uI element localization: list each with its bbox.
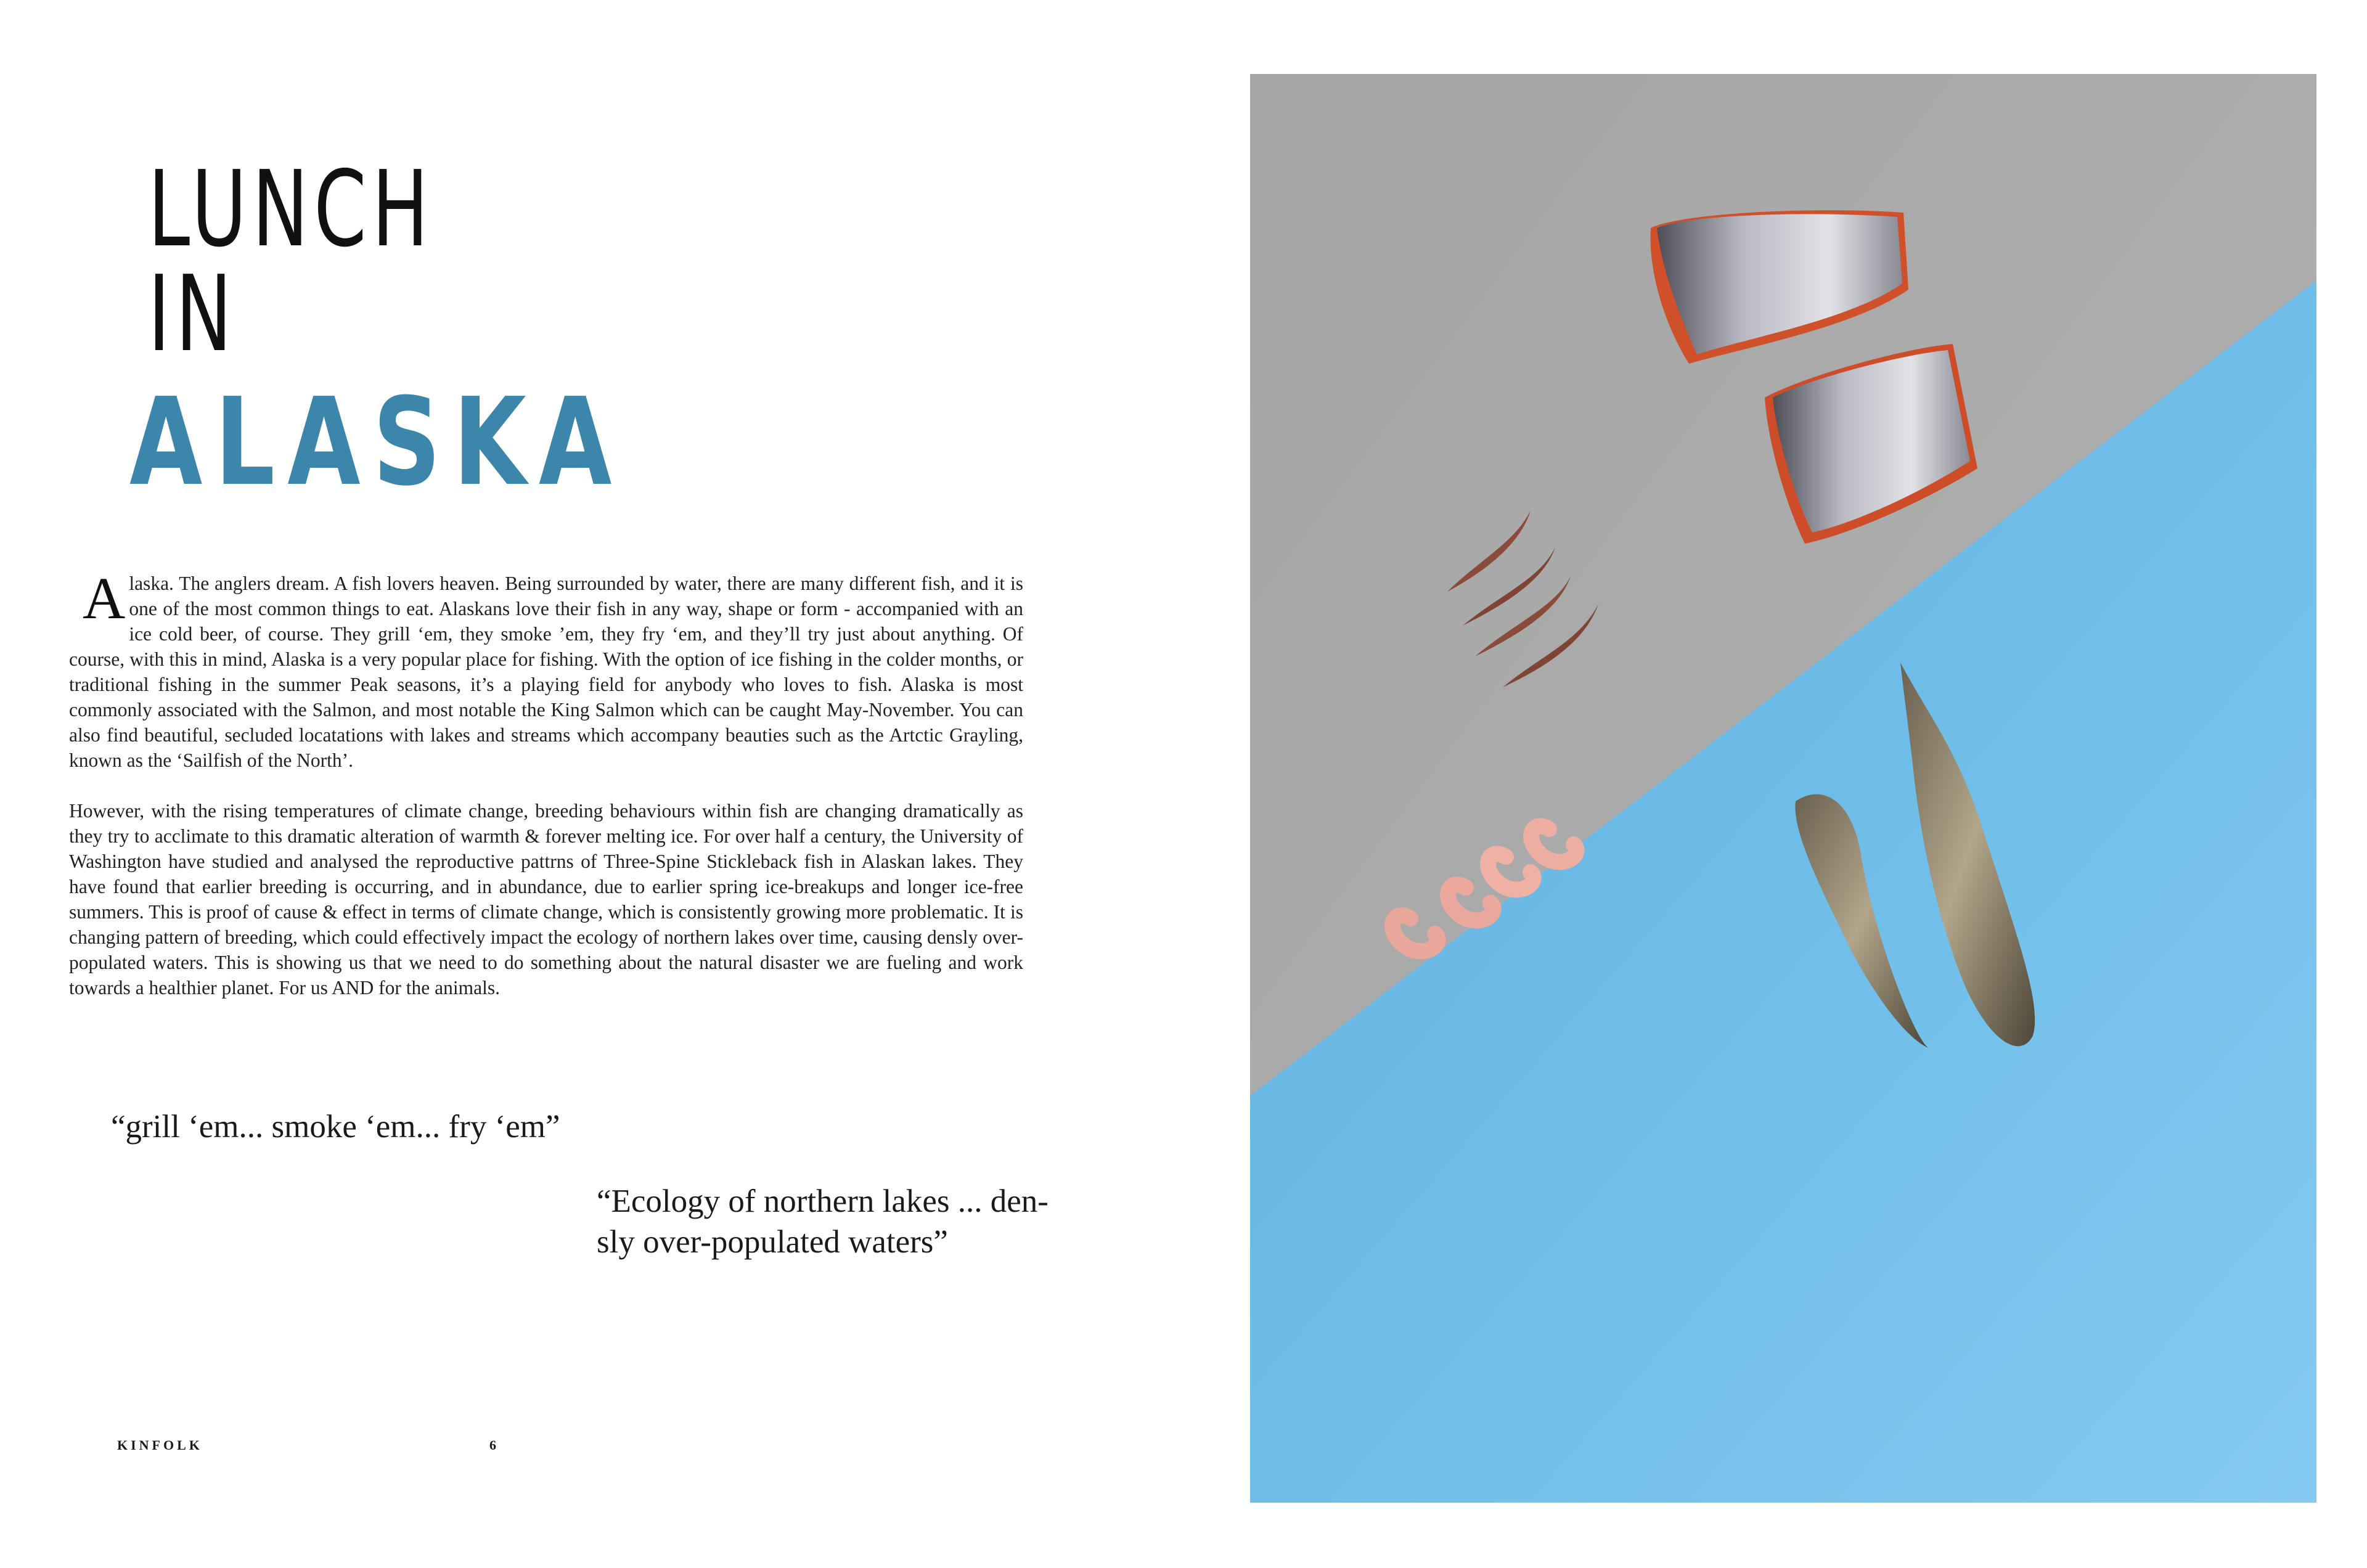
photo-illustration	[1250, 74, 2316, 1503]
pull-quote-2-line-2: sly over-populated waters”	[597, 1224, 948, 1260]
food-photograph	[1250, 74, 2316, 1503]
pull-quote-2	[597, 1181, 1053, 1262]
pull-quote-1: “grill ‘em... smoke ‘em... fry ‘em”	[111, 1109, 560, 1145]
paragraph-2: However, with the rising temperatures of climate change, breeding behaviours within fish are changing dramatically as they try to acclimate to this dramatic alteration of warmth & forever melting ice. For over half a century, the University of Washington have studied and analysed the reproductive pattrns of Three-Spine Stickleback fish in Alaskan lakes. They have found that earlier breeding is occurring, and in abundance, due to earlier spring ice-breakups and longer ice-free summers. This is proof of cause & effect in terms of climate change, which is consistently growing more problematic. It is changing pattern of breeding, which could effectively impact the ecology of northern lakes over time, causing densly over-populated waters. This is showing us that we need to do something about the natural disaster we are fueling and work towards a healthier planet. For us AND for the animals.	[69, 800, 1023, 998]
pull-quote-2-line-1: “Ecology of northern lakes ... den-	[597, 1183, 1049, 1219]
title-line-alaska: ALASKA	[129, 372, 624, 513]
drop-cap: A	[83, 565, 126, 631]
footer-brand: KINFOLK	[117, 1437, 203, 1453]
page-number: 6	[489, 1437, 496, 1453]
article-body	[69, 565, 1023, 1000]
article-title	[129, 149, 624, 513]
title-line-lunch-in: LUNCH IN	[148, 149, 434, 375]
paragraph-1-text: laska. The anglers dream. A fish lovers heaven. Being surrounded by water, there are many different fish, and it is one of the most common things to eat. Alaskans love their fish in any way, shape or form - accompanied with an ice cold beer, of course. They grill ‘em, they smoke ’em, they fry ‘em, and they’ll try just about anything. Of course, with this in mind, Alaska is a very popular place for fishing. With the option of ice fishing in the colder months, or traditional fishing in the summer Peak seasons, it’s a playing field for anybody who loves to fish. Alaska is most commonly associated with the Salmon, and most notable the King Salmon which can be caught May-November. You can also find beautiful, secluded locatations with lakes and streams which accompany beauties such as the Artctic Grayling, known as the ‘Sailfish of the North’.	[69, 573, 1023, 771]
paragraph-1	[69, 565, 1023, 773]
